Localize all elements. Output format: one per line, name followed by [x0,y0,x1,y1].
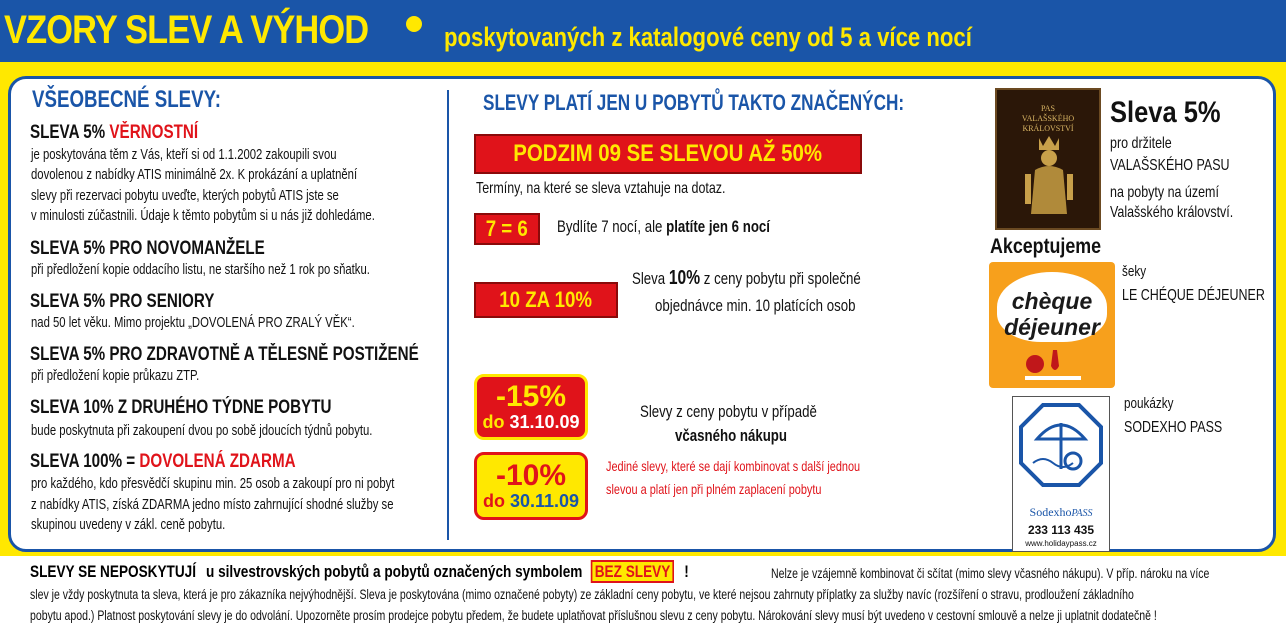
early-10-do: do [482,491,505,511]
cheque-line-1: šeky [1122,263,1147,280]
disabled-title: SLEVA 5% PRO ZDRAVOTNĚ A TĚLESNĚ POSTIŽENÉ [30,344,419,365]
table-setting-icon [1023,346,1083,384]
autumn-badge-text: PODZIM 09 SE SLEVOU AŽ 50% [513,140,823,167]
loyalty-line-4: v minulosti zúčastnili. Údaje k těmto pobytům si u nás již dohledáme. [31,208,375,224]
footer-line-1 [30,562,689,582]
seven-for-six-badge [474,213,540,245]
ten-for-ten-badge [474,282,618,318]
autumn-note: Termíny, na které se sleva vztahuje na dotaz. [476,180,726,197]
footer-lead: SLEVY SE NEPOSKYTUJÍ [30,562,197,581]
sodexo-brand-row [1013,505,1109,520]
early-10-pct: -10% [495,459,567,492]
cheque-line-2: LE CHÉQUE DÉJEUNER [1122,287,1265,304]
seven-for-six-text [557,217,770,237]
sodexo-brand: Sodexho [1029,505,1072,519]
pas-logo-l1: PAS [1041,104,1055,113]
cheque-dejeuner-logo [989,262,1115,388]
early-15-date: 31.10.09 [509,412,580,432]
footer-line-3: pobytu apod.) Platnost poskytování slevy je do odvolání. Upozorněte prosím prodejce pobytu předem, že budete uplatňovat příslušnou slevu z ceny pobytu. Nárokování slevy musí být uvedeno v cestovní smlouvě a nelze ji uplatnit dodatečně ! [30,608,1157,623]
valassky-pas-logo [995,88,1101,230]
seven-text-a: Bydlíte 7 nocí, ale [557,217,667,236]
ten-text-line-1 [632,268,861,289]
early-text-line-2: včasného nákupu [675,426,788,445]
footer-line-1-rest: Nelze je vzájemně kombinovat či sčítat (mimo slevy včasného nákupu). V příp. nároku na více [771,566,1210,581]
general-discounts-heading: VŠEOBECNÉ SLEVY: [32,86,221,113]
ten-text-line-2: objednávce min. 10 platících osob [655,296,856,315]
free-holiday-line-3: skupinou uvedeny v zákl. ceně pobytu. [31,517,226,533]
sodexo-web: www.holidaypass.cz [1025,539,1097,548]
page-title: VZORY SLEV A VÝHOD [4,8,369,52]
free-holiday-highlight: DOVOLENÁ ZDARMA [139,451,296,472]
cheque-logo-text [989,288,1115,340]
ten-text-l1c: z ceny pobytu při společné [700,269,861,288]
loyalty-discount-highlight: VĚRNOSTNÍ [109,122,199,143]
ten-for-ten-badge-text: 10 ZA 10% [499,287,593,312]
loyalty-line-2: dovolenou z nabídky ATIS minimálně 2x. K prokázání a uplatnění [31,167,358,183]
sodexo-phone: 233 113 435 [1027,523,1095,537]
sodexho-pass-logo [1012,396,1110,552]
seven-for-six-badge-text: 7 = 6 [485,216,529,241]
newlyweds-line-1: při předložení kopie oddacího listu, ne staršího než 1 rok po sňatku. [31,262,370,278]
pas-line-2: VALAŠSKÉHO PASU [1110,157,1230,174]
no-discount-badge: BEZ SLEVY [591,560,675,583]
second-week-line-1: bude poskytnuta při zakoupení dvou po sobě jdoucích týdnů pobytu. [31,423,373,439]
pas-line-3: na pobyty na území [1110,184,1219,201]
free-holiday-line-1: pro každého, kdo přesvědčí skupinu min. 25 osob a zakoupí pro ni pobyt [31,476,395,492]
footer-line-2: slev je vždy poskytnuta ta sleva, která je pro zákazníka nejvýhodnější. Sleva je poskytována (mimo označené pobyty) ze základní ceny pobytu, ve které nejsou zahrnuty příplatky za služby navíc (rozšíření o stravu, prodloužení základního [30,587,1134,602]
free-holiday-line-2: z nabídky ATIS, získá ZDARMA jedno místo zahrnující shodné služby se [31,497,394,513]
pas-logo-l2: VALAŠSKÉHO KRÁLOVSTVÍ [1021,114,1075,133]
sodexo-line-2: SODEXHO PASS [1124,419,1223,436]
footer-excl: ! [684,562,689,581]
loyalty-line-3: slevy při rezervaci pobytu uveďte, kterých pobytů ATIS jste se [31,188,339,204]
sodexo-pass-mark: PASS [1071,508,1093,519]
early-red-line-2: slevou a platí jen při plném zaplacení pobytu [606,481,822,497]
ten-text-l1a: Sleva [632,269,669,288]
sodexo-line-1: poukázky [1124,395,1174,412]
early-10-date-row [483,491,579,511]
column-divider [447,90,449,540]
cheque-logo-l2: déjeuner [1004,314,1100,340]
seniors-title: SLEVA 5% PRO SENIORY [30,291,215,312]
free-holiday-title [30,451,296,473]
pas-discount-title: Sleva 5% [1110,96,1221,129]
early-booking-15-badge [474,374,588,440]
early-booking-10-badge [474,452,588,520]
loyalty-discount-title [30,122,198,144]
bullet-icon [406,16,422,32]
early-10-date: 30.11.09 [509,491,580,511]
early-red-line-1: Jediné slevy, které se dají kombinovat s další jednou [606,458,861,474]
holiday-umbrella-icon [1019,403,1103,487]
seven-text-b: platíte jen 6 nocí [666,217,771,236]
newlyweds-title: SLEVA 5% PRO NOVOMANŽELE [30,238,265,259]
seniors-line-1: nad 50 let věku. Mimo projektu „DOVOLENÁ PRO ZRALÝ VĚK“. [31,315,355,331]
page-subtitle: poskytovaných z katalogové ceny od 5 a více nocí [444,22,972,52]
loyalty-discount-prefix: SLEVA 5% [30,122,106,143]
early-15-pct: -15% [495,380,567,413]
pas-line-4: Valašského království. [1110,204,1234,221]
early-text-line-1: Slevy z ceny pobytu v případě [640,402,817,421]
pas-line-1: pro držitele [1110,135,1172,152]
disabled-line-1: při předložení kopie průkazu ZTP. [31,368,200,384]
accept-heading: Akceptujeme [990,235,1102,258]
king-figure-icon [1021,134,1077,218]
loyalty-line-1: je poskytována těm z Vás, kteří si od 1.1.2002 zakoupili svou [31,147,337,163]
pas-logo-text [997,104,1099,134]
early-15-date-row [482,412,579,432]
free-holiday-prefix: SLEVA 100% = [30,451,136,472]
early-15-do: do [482,412,505,432]
ten-text-l1b: 10% [668,267,701,289]
cheque-logo-l1: chèque [1011,288,1093,314]
autumn-badge [474,134,862,174]
second-week-title: SLEVA 10% Z DRUHÉHO TÝDNE POBYTU [30,397,332,418]
marked-stays-heading: SLEVY PLATÍ JEN U POBYTŮ TAKTO ZNAČENÝCH: [483,90,905,115]
footer-lead2: u silvestrovských pobytů a pobytů označených symbolem [205,562,583,581]
